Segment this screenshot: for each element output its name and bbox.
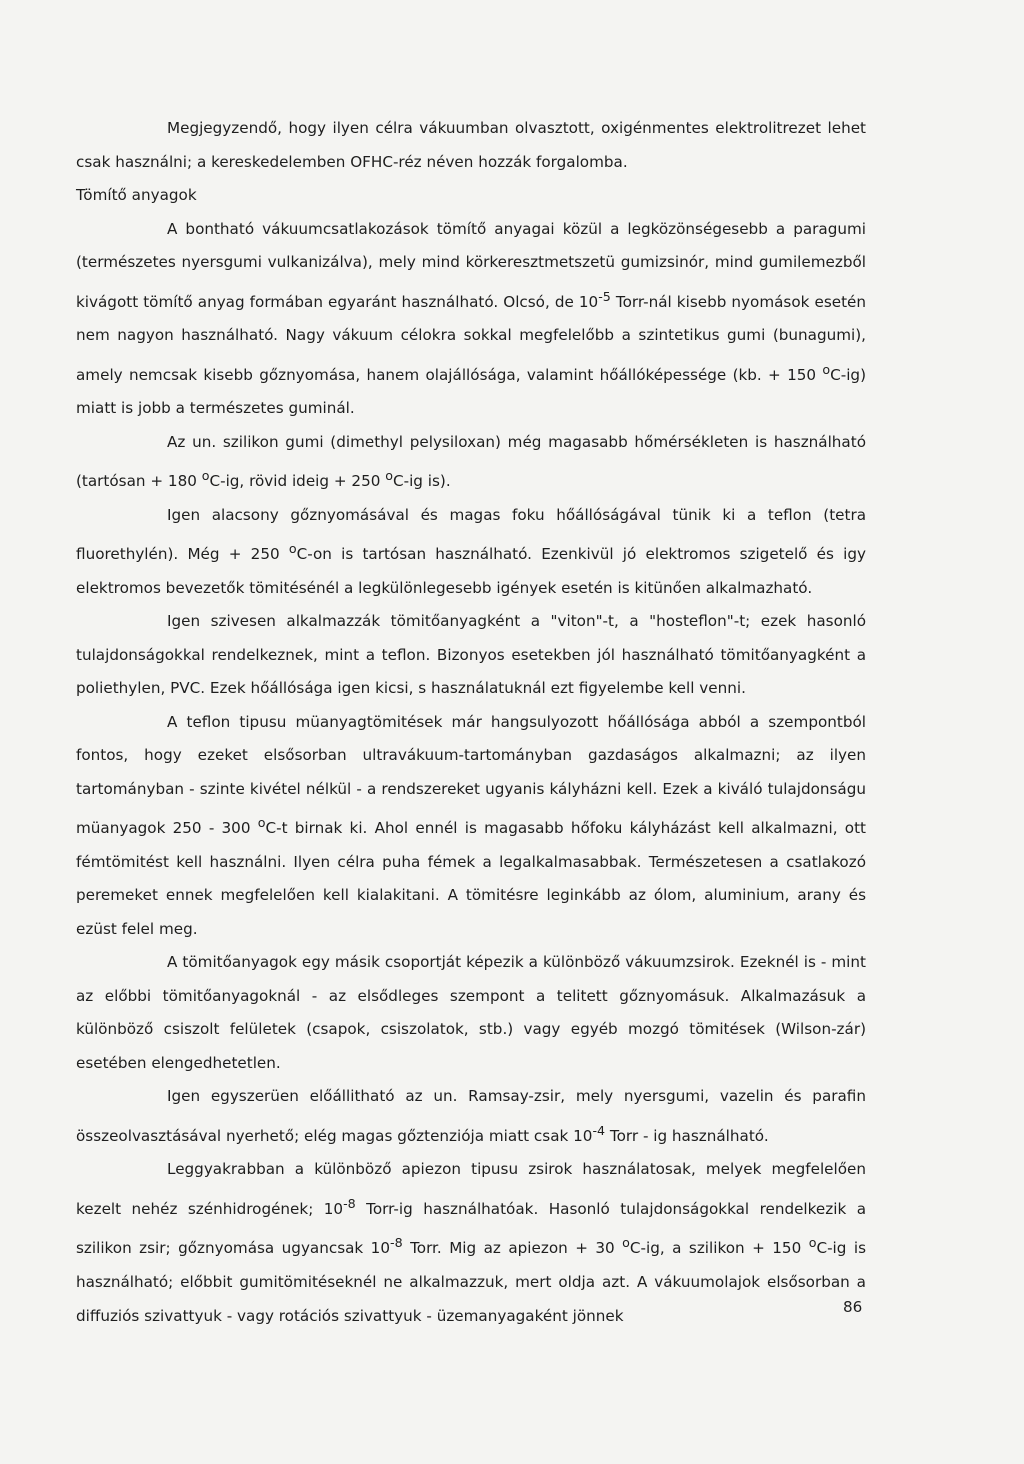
paragraph-teflon-tipusu: A teflon tipusu müanyagtömitések már hangsulyozott hőállósága abból a szempontból fontos, hogy ezeket elsősorban ultravákuum-tartományban gazdaságos alkalmazni; az ilyen tartományban - szinte kivétel nélkül - a rendszereket ugyanis kályházni kell. Ezek a kiváló tulajdonságu müanyagok 250 - 300 $^o$C-t birnak ki. Ahol ennél is magasabb hőfoku kályházást kell alkalmazni, ott fémtömitést kell használni. Ilyen célra puha fémek a legalkalmasabbak. Természetesen a csatlakozó peremeket ennek megfelelően kell kialakitani. A tömitésre leginkább az ólom, aluminium, arany és ezüst felel meg. <box>76 712 866 938</box>
page-number: 86 <box>843 1298 863 1316</box>
paragraph-vakuumzsirok: A tömitőanyagok egy másik csoportját képezik a különböző vákuumzsirok. Ezeknél is - mint az előbbi tömitőanyagoknál - az elsődleges szempont a telitett gőznyomásuk. Alkalmazásuk a különböző csiszolt felületek (csapok, csiszolatok, stb.) vagy egyéb mozgó tömitések (Wilson-zár) esetében elengedhetetlen. <box>76 953 866 1072</box>
paragraph-ofhc: Megjegyzendő, hogy ilyen célra vákuumban olvasztott, oxigénmentes elektrolitrezet lehet csak használni; a kereskedelemben OFHC-réz néven hozzák forgalomba. <box>76 119 866 171</box>
paragraph-apiezon: Leggyakrabban a különböző apiezon tipusu zsirok használatosak, melyek megfelelően kezelt nehéz szénhidrogének; $10^{-8}$ Torr-ig használhatóak. Hasonló tulajdonságokkal rendelkezik a szilikon zsir; gőznyomása ugyancsak $10^{-8}$ Torr. Mig az apiezon + 30 $^o$C-ig, a szilikon + 150 $^o$C-ig is használható; előbbit gumitömitéseknél ne alkalmazzuk, mert oldja azt. A vákuumolajok elsősorban a diffuziós szivattyuk - vagy rotációs szivattyuk - üzemanyagaként jönnek <box>76 1160 867 1325</box>
paragraph-paragumi: A bontható vákuumcsatlakozások tömítő anyagai közül a legközönségesebb a paragumi (természetes nyersgumi vulkanizálva), mely mind körkeresztmetszetü gumizsinór, mind gumilemezből kivágott tömítő anyag formában egyaránt használható. Olcsó, de $10^{-5}$ Torr-nál kisebb nyomások esetén nem nagyon használható. Nagy vákuum célokra sokkal megfelelőbb a szintetikus gumi (bunagumi), amely nemcsak kisebb gőznyomása, hanem olajállósága, valamint hőállóképessége (kb. + 150 $^o$C-ig) miatt is jobb a természetes guminál. <box>76 219 866 418</box>
paragraph-ramsay-zsir: Igen egyszerüen előállitható az un. Ramsay-zsir, mely nyersgumi, vazelin és parafin összeolvasztásával nyerhető; elég magas gőztenziója miatt csak $10^{-4}$ Torr - ig használható. <box>76 1087 866 1145</box>
paragraph-szilikon-gumi: Az un. szilikon gumi (dimethyl pelysiloxan) még magasabb hőmérsékleten is használható (tartósan + 180 $^o$C-ig, rövid ideig + 250 $^o$C-ig is). <box>76 432 866 491</box>
paragraph-teflon: Igen alacsony gőznyomásával és magas foku hőállóságával tünik ki a teflon (tetra fluorethylén). Még + 250 $^o$C-on is tartósan használható. Ezenkivül jó elektromos szigetelő és igy elektromos bevezetők tömitésénél a legkülönlegesebb igények esetén is kitünően alkalmazható. <box>76 505 866 597</box>
body-text <box>76 112 866 1333</box>
paragraph-viton: Igen szivesen alkalmazzák tömitőanyagként a "viton"-t, a "hosteflon"-t; ezek hasonló tulajdonságokkal rendelkeznek, mint a teflon. Bizonyos esetekben jól használható tömitőanyagként a poliethylen, PVC. Ezek hőállósága igen kicsi, s használatuknál ezt figyelembe kell venni. <box>76 612 866 698</box>
section-heading: Tömítő anyagok <box>76 186 197 204</box>
